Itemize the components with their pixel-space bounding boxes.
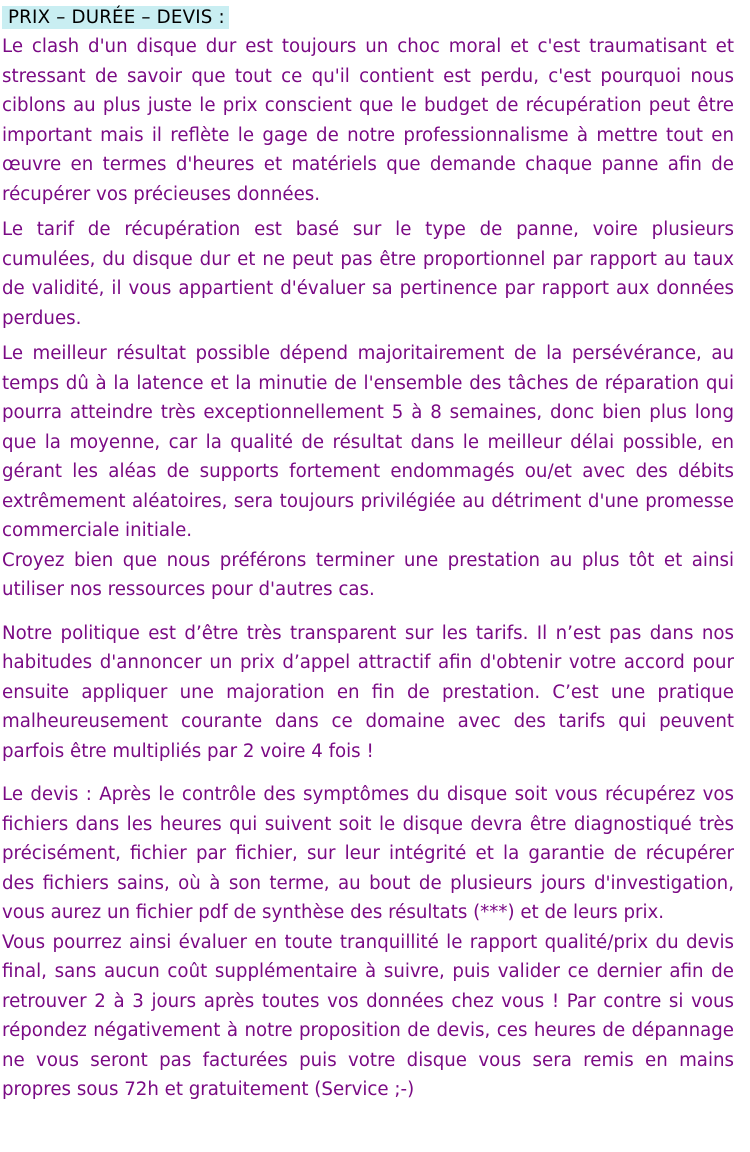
paragraph-devis: Le devis : Après le contrôle des symptômes du disque soit vous récupérez vos fichiers dans les heures qui suivent soit le disque devra être diagnostiqué très précisément, fichier par fichier, sur leur intégrité et la garantie de récupérer des fichiers sains, où à son terme, au bout de plusieurs jours d'investigation, vous aurez un fichier pdf de synthèse des résultats (***) et de leurs prix. — [2, 784, 734, 923]
paragraph-evaluation: Vous pourrez ainsi évaluer en toute tranquillité le rapport qualité/prix du devis final, sans aucun coût supplémentaire à suivre, puis valider ce dernier afin de retrouver 2 à 3 jours après toutes vos données chez vous ! Par contre si vous répondez négativement à notre proposition de devis, ces heures de dépannage ne vous seront pas facturées puis votre disque vous sera remis en mains propres sous 72h et gratuitement (Service ;-) — [2, 931, 734, 1100]
paragraph-politique: Notre politique est d’être très transparent sur les tarifs. Il n’est pas dans nos habitudes d'annoncer un prix d’appel attractif afin d'obtenir votre accord pour ensuite appliquer une majoration en fin de prestation. C’est une pratique malheureusement courante dans ce domaine avec des tarifs qui peuvent parfois être multipliés par 2 voire 4 fois ! — [2, 622, 734, 762]
paragraph-intro: Le clash d'un disque dur est toujours un choc moral et c'est traumatisant et stressant de savoir que tout ce qu'il contient est perdu, c'est pourquoi nous ciblons au plus juste le prix conscient que le budget de récupération peut être important mais il reflète le gage de notre professionnalisme à mettre tout en œuvre en termes d'heures et matériels que demande chaque panne afin de récupérer vos précieuses données. — [2, 36, 734, 205]
paragraph-resultat: Le meilleur résultat possible dépend majoritairement de la persévérance, au temps dû à la latence et la minutie de l'ensemble des tâches de réparation qui pourra atteindre très exceptionnellement 5 à 8 semaines, donc bien plus long que la moyenne, car la qualité de résultat dans le meilleur délai possible, en gérant les aléas de supports fortement endommagés ou/et avec des débits extrêmement aléatoires, sera toujours privilégiée au détriment d'une promesse commerciale initiale. — [2, 343, 734, 541]
heading-wrapper — [2, 0, 734, 32]
paragraph-tarif: Le tarif de récupération est basé sur le type de panne, voire plusieurs cumulées, du disque dur et ne peut pas être proportionnel par rapport au taux de validité, il vous appartient d'évaluer sa pertinence par rapport aux données perdues. — [2, 219, 734, 329]
paragraph-ressources: Croyez bien que nous préférons terminer une prestation au plus tôt et ainsi utiliser nos ressources pour d'autres cas. — [2, 549, 734, 600]
section-heading: PRIX – DURÉE – DEVIS : — [2, 6, 229, 29]
